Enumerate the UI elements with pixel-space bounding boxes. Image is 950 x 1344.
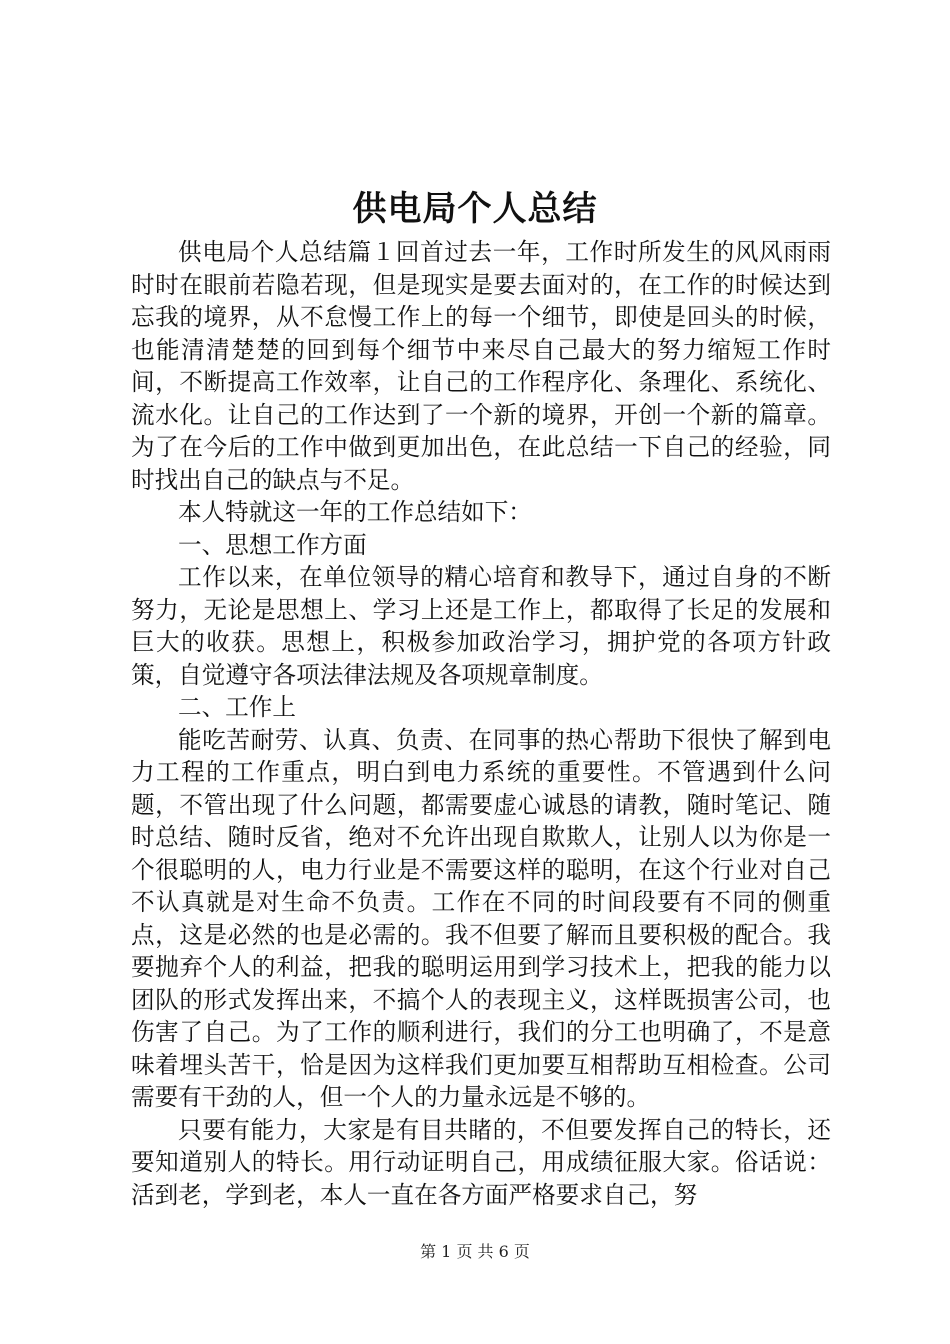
page-title: 供电局个人总结 (352, 189, 598, 229)
page-footer: 第 1 页 共 6 页 (420, 1242, 530, 1261)
paragraph-intro: 供电局个人总结篇１回首过去一年，工作时所发生的风风雨雨时时在眼前若隐若现，但是现实是要去面对的，在工作的时候达到忘我的境界，从不怠慢工作上的每一个细节，即使是回头的时候，也能清清楚楚的回到每个细节中来尽自己最大的努力缩短工作时间，不断提高工作效率，让自己的工作程序化、条理化、系统化、流水化。让自己的工作达到了一个新的境界，开创一个新的篇章。为了在今后的工作中做到更加出色，在此总结一下自己的经验，同时找出自己的缺点与不足。 (131, 238, 831, 494)
section-heading-thought: 一、思想工作方面 (178, 530, 367, 559)
document-body (131, 236, 831, 1211)
paragraph-ability: 只要有能力，大家是有目共睹的，不但要发挥自己的特长，还要知道别人的特长。用行动证明自己，用成绩征服大家。俗话说：活到老，学到老，本人一直在各方面严格要求自己，努 (131, 1115, 831, 1209)
paragraph-summary-lead: 本人特就这一年的工作总结如下： (178, 498, 532, 526)
paragraph-work: 能吃苦耐劳、认真、负责、在同事的热心帮助下很快了解到电力工程的工作重点，明白到电力系统的重要性。不管遇到什么问题，不管出现了什么问题，都需要虚心诚恳的请教，随时笔记、随时总结、随时反省，绝对不允许出现自欺欺人，让别人以为你是一个很聪明的人，电力行业是不需要这样的聪明，在这个行业对自己不认真就是对生命不负责。工作在不同的时间段要有不同的侧重点，这是必然的也是必需的。我不但要了解而且要积极的配合。我要抛弃个人的利益，把我的聪明运用到学习技术上，把我的能力以团队的形式发挥出来，不搞个人的表现主义，这样既损害公司，也伤害了自己。为了工作的顺利进行，我们的分工也明确了，不是意味着埋头苦干，恰是因为这样我们更加要互相帮助互相检查。公司需要有干劲的人，但一个人的力量永远是不够的。 (131, 725, 831, 1111)
paragraph-thought: 工作以来，在单位领导的精心培育和教导下，通过自身的不断努力，无论是思想上、学习上还是工作上，都取得了长足的发展和巨大的收获。思想上，积极参加政治学习，拥护党的各项方针政策，自觉遵守各项法律法规及各项规章制度。 (131, 563, 831, 689)
section-heading-work: 二、工作上 (178, 693, 296, 721)
